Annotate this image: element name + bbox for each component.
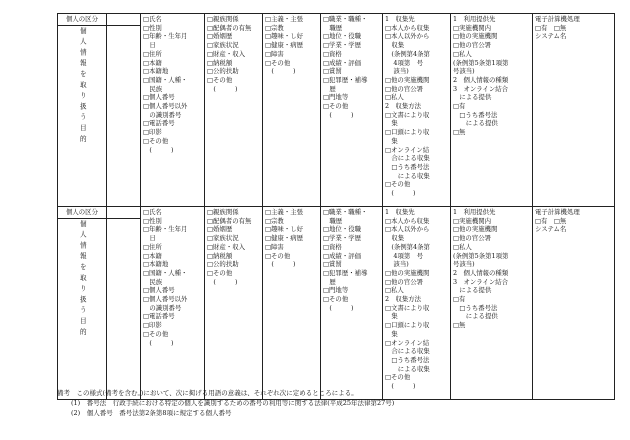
form-line: □電話番号 xyxy=(143,312,175,321)
form-line: □婚姻歴 xyxy=(207,225,233,234)
note-line-3: (2) 個人番号 番号法第2条第8項に規定する個人番号 xyxy=(71,409,232,417)
form-line: 2 個人情報の種類 xyxy=(453,75,509,84)
form-line: □納税額 xyxy=(207,58,233,67)
form-line: □その他 xyxy=(143,329,169,338)
form-line: □宗教 xyxy=(265,23,284,32)
form-line: □無 xyxy=(453,321,466,330)
form-line: 3 オンライン結合 xyxy=(453,277,508,286)
form-line: □婚姻歴 xyxy=(207,32,233,41)
form-line: 3 オンライン結合 xyxy=(453,84,508,93)
form-line: (条例第5条第1項第 xyxy=(453,58,509,67)
form-line: □個人番号以外 xyxy=(143,295,188,304)
form-line: □公的扶助 xyxy=(207,67,239,76)
form-line: □宗教 xyxy=(265,216,284,225)
form-line: □個人番号以外 xyxy=(143,102,188,111)
purpose-label: 個人情報を取り扱う目的 xyxy=(78,220,87,339)
form-line: 歴 xyxy=(323,84,336,93)
form-line: □その他 xyxy=(323,295,349,304)
form-line: 4項第 号 xyxy=(385,251,424,260)
form-line: □犯罪歴・補導 xyxy=(323,268,368,277)
form-line: による提供 xyxy=(453,312,498,321)
form-line: □私人 xyxy=(453,49,472,58)
form-line: 民族 xyxy=(143,277,163,286)
form-line: □有 □無 xyxy=(535,23,567,32)
form-line: □財産・収入 xyxy=(207,242,245,251)
form-line: □住所 xyxy=(143,49,162,58)
form-line: ( ) xyxy=(265,67,296,76)
form-line: □成績・評価 xyxy=(323,251,361,260)
form-line: □職業・職種・ xyxy=(323,15,368,23)
section-1-header-row xyxy=(58,14,615,26)
form-line: □配偶者の有無 xyxy=(207,216,252,225)
form-line: □他の官公署 xyxy=(453,41,491,50)
form-line: □趣味・し好 xyxy=(265,32,303,41)
form-line: 合による収集 xyxy=(385,154,430,163)
form-line: による提供 xyxy=(453,286,492,295)
form-line: □有 □無 xyxy=(535,216,567,225)
form-line: □本籍 xyxy=(143,58,162,67)
form-line: □親族関係 xyxy=(207,208,239,216)
form-line: □地位・役職 xyxy=(323,225,361,234)
form-line: □国籍・人種・ xyxy=(143,268,188,277)
form-line: □口頭により収 xyxy=(385,321,430,330)
form-line: □他の実施機関 xyxy=(385,268,430,277)
occupation-items xyxy=(321,207,383,400)
form-line: □本人から収集 xyxy=(385,23,430,32)
form-line: □門地等 xyxy=(323,286,349,295)
purpose-label-cell xyxy=(58,26,107,207)
belief-health-items xyxy=(263,14,321,207)
form-line: □実施機関内 xyxy=(453,23,491,32)
form-line: □公的扶助 xyxy=(207,260,239,269)
form-line: 2 個人情報の種類 xyxy=(453,268,509,277)
form-line: □年齢・生年月 xyxy=(143,32,188,41)
form-line: □年齢・生年月 xyxy=(143,225,188,234)
category-blank-cell xyxy=(107,207,141,219)
form-line: 該当) xyxy=(385,260,409,269)
form-line: による提供 xyxy=(453,93,492,102)
form-line: □オンライン結 xyxy=(385,145,430,154)
form-line: 職歴 xyxy=(323,23,343,32)
form-line: 合による収集 xyxy=(385,347,430,356)
form-line: □他の実施機関 xyxy=(453,225,498,234)
collection-items xyxy=(383,14,451,207)
form-line: □賞罰 xyxy=(323,260,342,269)
family-property-items xyxy=(205,14,263,207)
form-line: ( ) xyxy=(323,110,354,119)
form-line: □賞罰 xyxy=(323,67,342,76)
form-line: □本籍 xyxy=(143,251,162,260)
form-line: 日 xyxy=(143,41,156,50)
form-line: 集 xyxy=(385,136,398,145)
form-line: □趣味・し好 xyxy=(265,225,303,234)
form-line: □他の官公署 xyxy=(453,234,491,243)
form-line: システム名 xyxy=(535,32,567,41)
category-label: 個人の区分 xyxy=(58,207,107,219)
form-line: による収集 xyxy=(385,171,430,180)
form-line: □障害 xyxy=(265,49,284,58)
form-line: 2 収集方法 xyxy=(385,295,422,304)
form-line: □親族関係 xyxy=(207,15,239,23)
form-line: □職業・職種・ xyxy=(323,208,368,216)
purpose-blank-cell xyxy=(107,26,141,207)
form-line: □その他 xyxy=(207,75,233,84)
form-line: □健康・病歴 xyxy=(265,234,303,243)
form-line: の識別番号 xyxy=(143,110,182,119)
form-line: ( ) xyxy=(207,84,238,93)
form-line: □性別 xyxy=(143,23,162,32)
form-line: □文書により収 xyxy=(385,303,430,312)
form-line: □電話番号 xyxy=(143,119,175,128)
belief-health-items xyxy=(263,207,321,400)
form-line: □有 xyxy=(453,295,466,304)
form-line: 1 利用提供先 xyxy=(453,15,496,23)
form-line: □住所 xyxy=(143,242,162,251)
form-line: □家族状況 xyxy=(207,234,239,243)
form-line: □本人以外から xyxy=(385,32,430,41)
form-line: □健康・病歴 xyxy=(265,41,303,50)
form-line: (条例第4条第 xyxy=(385,242,430,251)
form-line: □他の官公署 xyxy=(385,84,423,93)
usage-provision-items xyxy=(451,207,533,400)
form-line: □その他 xyxy=(323,102,349,111)
form-line: □その他 xyxy=(265,58,291,67)
category-blank-cell xyxy=(107,14,141,26)
computer-processing-items xyxy=(533,14,615,207)
form-line: □個人番号 xyxy=(143,286,175,295)
form-line: □その他 xyxy=(207,268,233,277)
form-line: (条例第5条第1項第 xyxy=(453,251,509,260)
form-line: □本籍地 xyxy=(143,67,169,76)
form-line: □オンライン結 xyxy=(385,338,430,347)
form-line: □印影 xyxy=(143,321,162,330)
form-line: □私人 xyxy=(453,242,472,251)
form-line: □私人 xyxy=(385,93,404,102)
notes xyxy=(57,388,394,418)
form-line: 歴 xyxy=(323,277,336,286)
form-line: □国籍・人種・ xyxy=(143,75,188,84)
form-line: □その他 xyxy=(385,180,411,189)
form-line: □配偶者の有無 xyxy=(207,23,252,32)
form-line: □資格 xyxy=(323,49,342,58)
form-line: 収集 xyxy=(385,41,405,50)
form-line: 職歴 xyxy=(323,216,343,225)
form-line: □私人 xyxy=(385,286,404,295)
purpose-label-cell xyxy=(58,219,107,400)
form-line: 民族 xyxy=(143,84,163,93)
form-line: □本人から収集 xyxy=(385,216,430,225)
form-line: 電子計算機処理 xyxy=(535,208,580,216)
form-line: □うち番号法 xyxy=(385,355,430,364)
form-line: □本人以外から xyxy=(385,225,430,234)
form-line: □学業・学歴 xyxy=(323,234,361,243)
form-line: □本籍地 xyxy=(143,260,169,269)
form-line: 号該当) xyxy=(453,67,475,76)
form-line: □納税額 xyxy=(207,251,233,260)
form-line: □口頭により収 xyxy=(385,128,430,137)
form-line: 集 xyxy=(385,329,398,338)
form-line: 収集 xyxy=(385,234,405,243)
note-line-1: 備考 この様式(備考を含む。)において、次に掲げる用語の意義は、それぞれ次に定めるところによる。 xyxy=(57,389,358,397)
form-line: □成績・評価 xyxy=(323,58,361,67)
form-line: システム名 xyxy=(535,225,567,234)
form-line: □障害 xyxy=(265,242,284,251)
form-line: □主義・主張 xyxy=(265,208,303,216)
category-label: 個人の区分 xyxy=(58,14,107,26)
form-line: 号該当) xyxy=(453,260,475,269)
purpose-blank-cell xyxy=(107,219,141,400)
form-line: ( ) xyxy=(265,260,296,269)
form-line: □財産・収入 xyxy=(207,49,245,58)
form-line: □他の官公署 xyxy=(385,277,423,286)
form-line: □有 xyxy=(453,102,466,111)
form-line: □その他 xyxy=(143,136,169,145)
form-line: □他の実施機関 xyxy=(385,75,430,84)
form-line: □地位・役職 xyxy=(323,32,361,41)
form-line: □文書により収 xyxy=(385,110,430,119)
form-line: による提供 xyxy=(453,119,498,128)
form-line: の識別番号 xyxy=(143,303,182,312)
form-line: による収集 xyxy=(385,364,430,373)
form-line: 電子計算機処理 xyxy=(535,15,580,23)
personal-basic-items xyxy=(141,207,205,400)
form-line: ( ) xyxy=(143,145,174,154)
collection-items xyxy=(383,207,451,400)
form-line: 集 xyxy=(385,119,398,128)
form-line: □その他 xyxy=(385,373,411,382)
purpose-label: 個人情報を取り扱う目的 xyxy=(78,27,87,146)
form-line: □主義・主張 xyxy=(265,15,303,23)
form-line: ( ) xyxy=(207,277,238,286)
form-line: □性別 xyxy=(143,216,162,225)
form-line: □無 xyxy=(453,128,466,137)
note-line-2: (1) 番号法 行政手続における特定の個人を識別するための番号の利用等に関する法律(平成25年法律第27号) xyxy=(71,399,395,407)
family-property-items xyxy=(205,207,263,400)
register-table xyxy=(57,13,615,400)
form-line: 4項第 号 xyxy=(385,58,424,67)
form-line: □その他 xyxy=(265,251,291,260)
personal-basic-items xyxy=(141,14,205,207)
form-line: (条例第4条第 xyxy=(385,49,430,58)
form-line: 日 xyxy=(143,234,156,243)
usage-provision-items xyxy=(451,14,533,207)
form-line: □印影 xyxy=(143,128,162,137)
form-line: 2 収集方法 xyxy=(385,102,422,111)
form-line: □資格 xyxy=(323,242,342,251)
form-line: □個人番号 xyxy=(143,93,175,102)
occupation-items xyxy=(321,14,383,207)
form-line: □犯罪歴・補導 xyxy=(323,75,368,84)
form-line: □学業・学歴 xyxy=(323,41,361,50)
computer-processing-items xyxy=(533,207,615,400)
form-line: □うち番号法 xyxy=(453,303,498,312)
section-2-header-row xyxy=(58,207,615,219)
form-line: □うち番号法 xyxy=(385,162,430,171)
form-line: □門地等 xyxy=(323,93,349,102)
form-line: ( ) xyxy=(143,338,174,347)
form-line: □実施機関内 xyxy=(453,216,491,225)
form-line: ( ) xyxy=(385,382,416,391)
form-line: 1 利用提供先 xyxy=(453,208,496,216)
form-line: □他の実施機関 xyxy=(453,32,498,41)
form-line: 1 収集先 xyxy=(385,15,415,23)
form-line: ( ) xyxy=(323,303,354,312)
form-line: □家族状況 xyxy=(207,41,239,50)
form-line: 集 xyxy=(385,312,398,321)
form-line: ( ) xyxy=(385,189,416,198)
form-line: □氏名 xyxy=(143,15,162,23)
form-line: □氏名 xyxy=(143,208,162,216)
form-line: □うち番号法 xyxy=(453,110,498,119)
form-line: 該当) xyxy=(385,67,409,76)
form-line: 1 収集先 xyxy=(385,208,415,216)
